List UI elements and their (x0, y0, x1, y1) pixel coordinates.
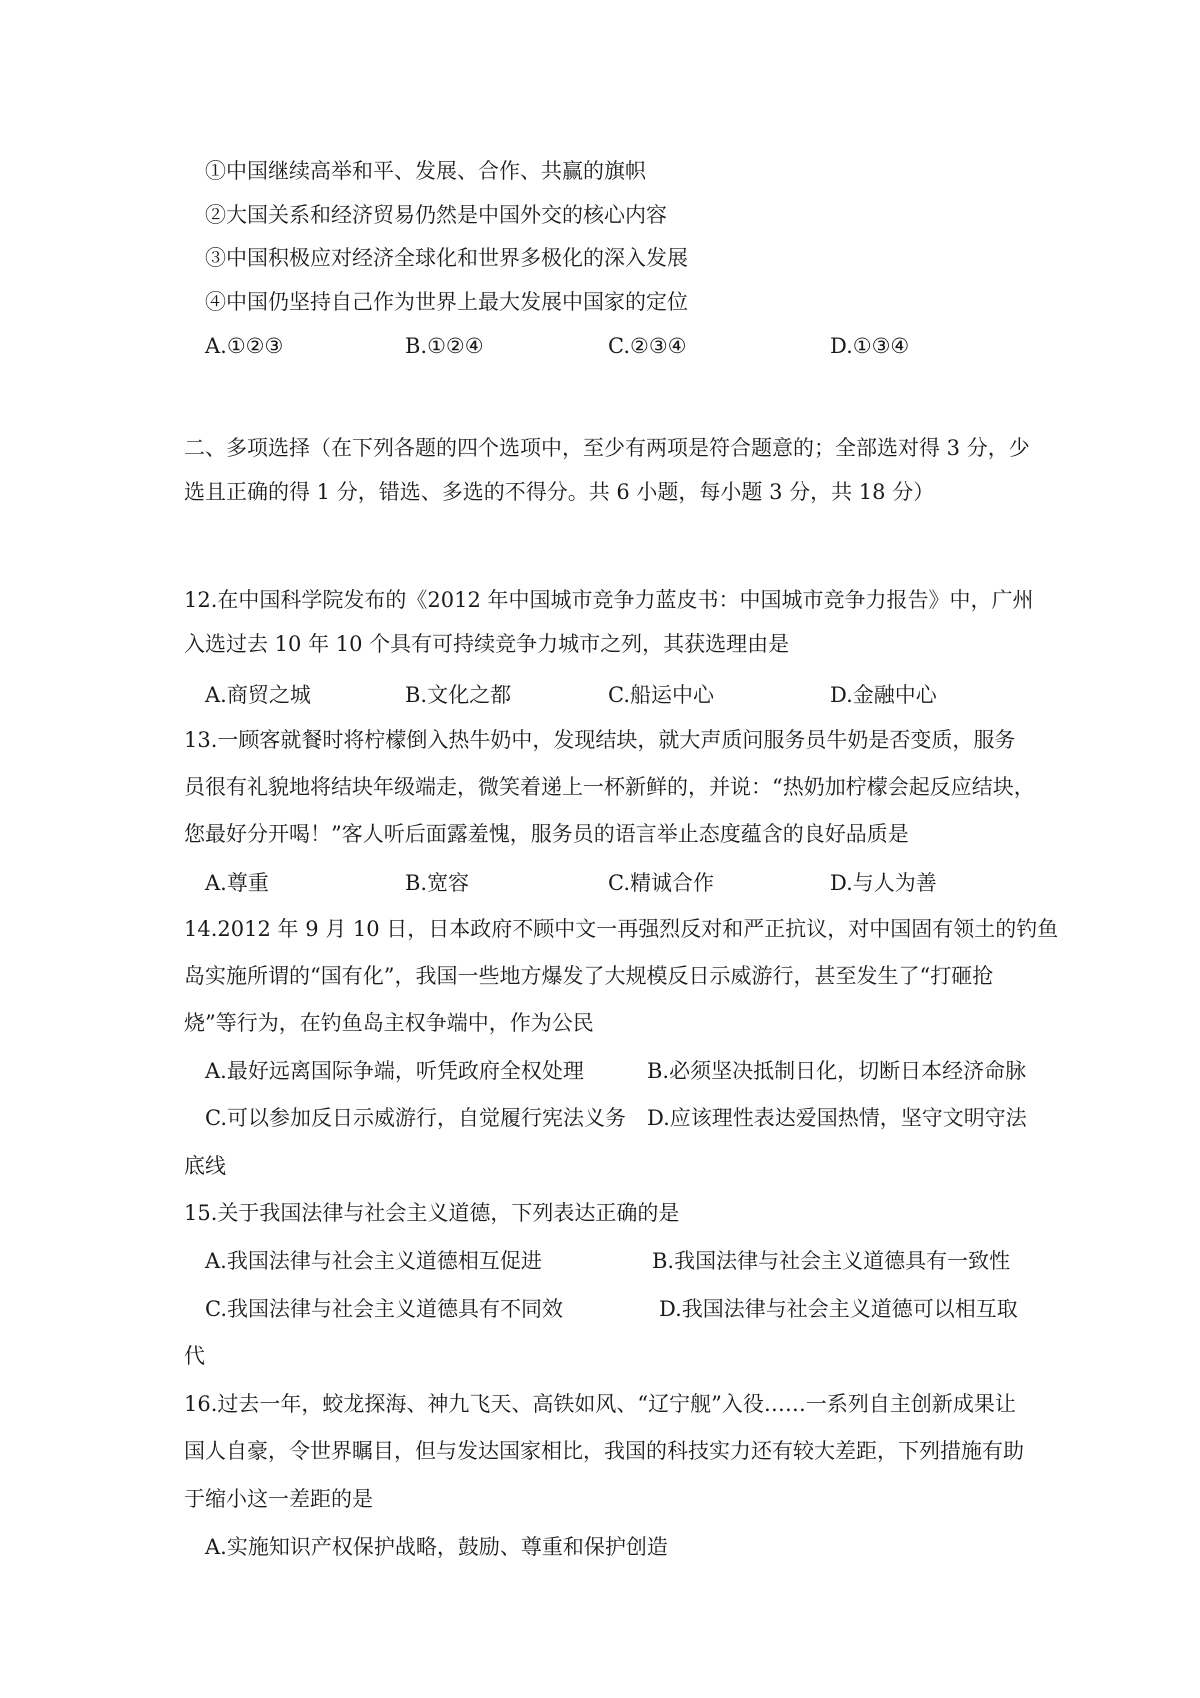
option-d: D.①③④ (830, 334, 910, 358)
q14-option-d: D.应该理性表达爱国热情，坚守文明守法 (647, 1106, 1027, 1130)
q14-option-c: C.可以参加反日示威游行，自觉履行宪法义务 (205, 1106, 626, 1130)
statement-1: ①中国继续高举和平、发展、合作、共赢的旗帜 (205, 159, 646, 183)
q15-option-d-wrap: 代 (184, 1344, 205, 1368)
statement-2: ②大国关系和经济贸易仍然是中国外交的核心内容 (205, 203, 667, 227)
q16-option-a: A.实施知识产权保护战略，鼓励、尊重和保护创造 (205, 1535, 668, 1559)
q13-stem-line-1: 13.一顾客就餐时将柠檬倒入热牛奶中，发现结块，就大声质问服务员牛奶是否变质，服务 (184, 728, 1016, 752)
q14-stem-line-2: 岛实施所谓的“国有化”，我国一些地方爆发了大规模反日示威游行，甚至发生了“打砸抢 (184, 964, 994, 988)
q14-stem-line-1: 14.2012 年 9 月 10 日，日本政府不顾中文一再强烈反对和严正抗议，对中国固有领土的钓鱼 (184, 917, 1059, 941)
q13-stem-line-2: 员很有礼貌地将结块年级端走，微笑着递上一杯新鲜的，并说：“热奶加柠檬会起反应结块， (184, 775, 1035, 799)
q13-option-c: C.精诚合作 (608, 871, 714, 895)
q12-option-d: D.金融中心 (830, 683, 937, 707)
q16-stem-line-2: 国人自豪，令世界瞩目，但与发达国家相比，我国的科技实力还有较大差距，下列措施有助 (184, 1439, 1024, 1463)
q15-stem: 15.关于我国法律与社会主义道德，下列表达正确的是 (184, 1201, 680, 1225)
q14-option-a: A.最好远离国际争端，听凭政府全权处理 (205, 1059, 584, 1083)
instruction-line-1: 二、多项选择（在下列各题的四个选项中，至少有两项是符合题意的；全部选对得 3 分，少 (184, 436, 1030, 460)
q12-option-c: C.船运中心 (608, 683, 714, 707)
q15-option-d: D.我国法律与社会主义道德可以相互取 (659, 1297, 1018, 1321)
statement-3: ③中国积极应对经济全球化和世界多极化的深入发展 (205, 246, 688, 270)
q13-stem-line-3: 您最好分开喝！”客人听后面露羞愧，服务员的语言举止态度蕴含的良好品质是 (184, 822, 909, 846)
q13-option-b: B.宽容 (405, 871, 470, 895)
q14-stem-line-3: 烧”等行为，在钓鱼岛主权争端中，作为公民 (184, 1011, 594, 1035)
q15-option-b: B.我国法律与社会主义道德具有一致性 (652, 1249, 1011, 1273)
instruction-line-2: 选且正确的得 1 分，错选、多选的不得分。共 6 小题，每小题 3 分，共 18 分） (184, 480, 935, 504)
option-a: A.①②③ (205, 334, 284, 358)
statement-4: ④中国仍坚持自己作为世界上最大发展中国家的定位 (205, 290, 688, 314)
q12-option-b: B.文化之都 (405, 683, 512, 707)
q13-option-d: D.与人为善 (830, 871, 937, 895)
q12-option-a: A.商贸之城 (205, 683, 311, 707)
option-b: B.①②④ (405, 334, 484, 358)
q14-option-d-wrap: 底线 (184, 1154, 226, 1178)
q12-stem-line-1: 12.在中国科学院发布的《2012 年中国城市竞争力蓝皮书：中国城市竞争力报告》中，广州 (184, 588, 1034, 612)
q14-option-b: B.必须坚决抵制日化，切断日本经济命脉 (647, 1059, 1027, 1083)
q15-option-a: A.我国法律与社会主义道德相互促进 (205, 1249, 542, 1273)
option-c: C.②③④ (608, 334, 687, 358)
q16-stem-line-1: 16.过去一年，蛟龙探海、神九飞天、高铁如风、“辽宁舰”入役……一系列自主创新成果让 (184, 1392, 1016, 1416)
q13-option-a: A.尊重 (205, 871, 269, 895)
q12-stem-line-2: 入选过去 10 年 10 个具有可持续竞争力城市之列，其获选理由是 (184, 632, 790, 656)
q15-option-c: C.我国法律与社会主义道德具有不同效 (205, 1297, 563, 1321)
q16-stem-line-3: 于缩小这一差距的是 (184, 1487, 373, 1511)
